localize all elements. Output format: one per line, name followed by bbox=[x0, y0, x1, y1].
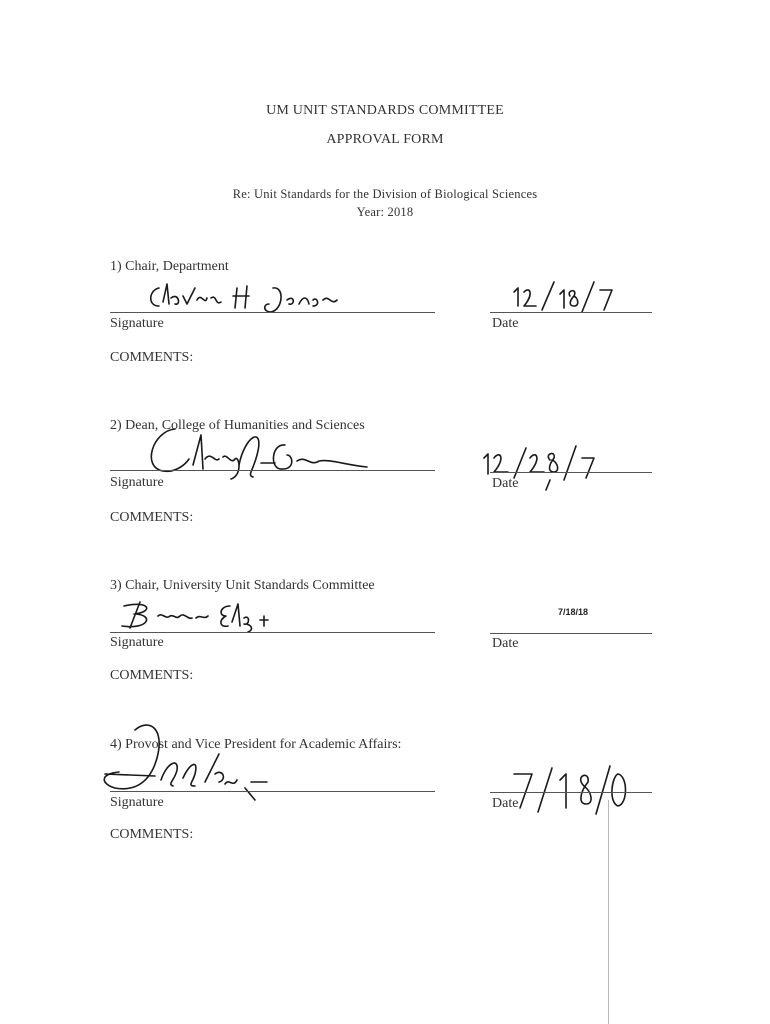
signature-label: Signature bbox=[110, 475, 164, 490]
section-heading: 4) Provost and Vice President for Academic Affairs: bbox=[110, 737, 402, 752]
signature-line bbox=[110, 470, 435, 471]
signature-label: Signature bbox=[110, 316, 164, 331]
handwritten-date bbox=[508, 280, 618, 315]
comments-label: COMMENTS: bbox=[110, 668, 194, 683]
comments-label: COMMENTS: bbox=[110, 350, 194, 365]
date-label: Date bbox=[492, 476, 519, 491]
typed-date-value: 7/18/18 bbox=[558, 607, 589, 617]
year-line: Year: 2018 bbox=[356, 205, 414, 219]
handwritten-date bbox=[508, 762, 638, 817]
date-line bbox=[490, 792, 652, 793]
date-line bbox=[490, 312, 652, 313]
date-line bbox=[490, 472, 652, 473]
form-subtitle: APPROVAL FORM bbox=[326, 132, 444, 147]
date-label: Date bbox=[492, 796, 519, 811]
section-heading: 3) Chair, University Unit Standards Committee bbox=[110, 578, 375, 593]
comments-label: COMMENTS: bbox=[110, 827, 194, 842]
date-line bbox=[490, 633, 652, 634]
date-label: Date bbox=[492, 316, 519, 331]
comments-label: COMMENTS: bbox=[110, 510, 194, 525]
scan-artifact-rule bbox=[608, 800, 609, 1024]
signature-line bbox=[110, 632, 435, 633]
signature-label: Signature bbox=[110, 795, 164, 810]
handwritten-signature bbox=[135, 415, 375, 495]
section-heading: 2) Dean, College of Humanities and Sciences bbox=[110, 418, 365, 433]
handwritten-signature bbox=[110, 596, 300, 636]
form-title: UM UNIT STANDARDS COMMITTEE bbox=[266, 103, 504, 118]
signature-line bbox=[110, 791, 435, 792]
section-heading: 1) Chair, Department bbox=[110, 259, 229, 274]
signature-line bbox=[110, 312, 435, 313]
re-line: Re: Unit Standards for the Division of Biological Sciences bbox=[232, 187, 538, 201]
signature-label: Signature bbox=[110, 635, 164, 650]
date-label: Date bbox=[492, 636, 519, 651]
